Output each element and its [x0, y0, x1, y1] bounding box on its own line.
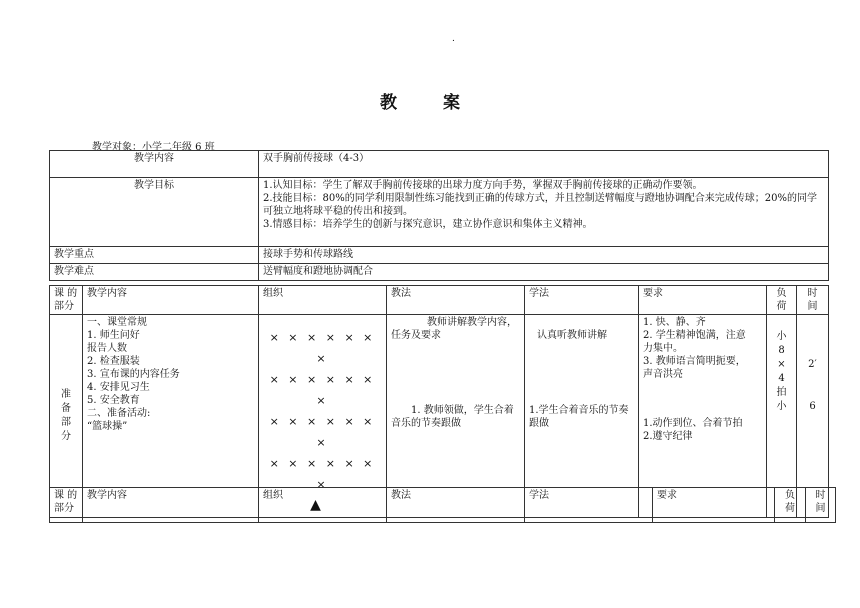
difficulty-row: [50, 264, 829, 281]
col-method: 教法: [387, 488, 525, 523]
goals-row: [50, 178, 829, 247]
goal-1: 1.认知目标：学生了解双手胸前传接球的出球力度方向手势，掌握双手胸前传接球的正确动作要领。: [263, 180, 703, 191]
goals-cell: [259, 178, 829, 247]
lesson-plan-table: [49, 285, 829, 518]
col-part: 课 的 部分: [50, 286, 83, 315]
student-row: × × × × × × ×: [269, 373, 376, 407]
student-row: × × × × × × ×: [269, 415, 376, 449]
content-label: 教学内容: [50, 151, 259, 178]
learn-text-1: 认真听教师讲解: [537, 330, 607, 341]
col-part: 课 的 部分: [50, 488, 83, 523]
col-content: 教学内容: [83, 488, 259, 523]
prep-time: 2′ 6: [797, 315, 829, 518]
teacher-marker-icon: ▲: [310, 497, 321, 513]
col-load: 负 荷: [767, 286, 797, 315]
content-value: 双手胸前传接球（4-3）: [259, 151, 829, 178]
col-content: 教学内容: [83, 286, 259, 315]
column-header-row: [50, 286, 829, 315]
lesson-plan-header-repeat: [49, 487, 836, 523]
col-organization: 组织: [259, 286, 387, 315]
key-label: 教学重点: [50, 247, 259, 264]
difficulty-label: 教学难点: [50, 264, 259, 281]
col-load: 负 荷: [775, 488, 806, 523]
learn-text-2: 1.学生合着音乐的节奏跟做: [529, 405, 629, 429]
column-header-row-2: [50, 488, 836, 523]
prep-load: 小 8 × 4 拍 小: [767, 315, 797, 518]
prep-part-label: 准 备 部 分: [50, 315, 83, 518]
col-learning: 学法: [525, 488, 653, 523]
goals-label: 教学目标: [50, 178, 259, 247]
col-time: 时 间: [806, 488, 836, 523]
col-requirements: 要求: [639, 286, 767, 315]
col-requirements: 要求: [653, 488, 775, 523]
content-row: [50, 151, 829, 178]
col-time: 时 间: [797, 286, 829, 315]
method-text-1: 教师讲解教学内容，任务及要求: [391, 317, 517, 341]
page-title: 教 案: [380, 93, 480, 113]
page-dot: .: [452, 34, 455, 44]
method-text-2: 1. 教师领做，学生合着音乐的节奏跟做: [391, 405, 514, 429]
key-value: 接球手势和传球路线: [259, 247, 829, 264]
difficulty-value: 送臂幅度和蹬地协调配合: [259, 264, 829, 281]
goal-3: 3.情感目标：培养学生的创新与探究意识，建立协作意识和集体主义精神。: [263, 219, 593, 230]
goal-2: 2.技能目标：80%的同学利用限制性练习能找到正确的传球方式，并且控制送臂幅度与蹬地协调配合来完成传球；20%的同学可独立地将球平稳的传出和接到。: [263, 193, 817, 217]
student-row: × × × × × × ×: [269, 331, 376, 365]
student-row: × × × × × × ×: [269, 457, 376, 491]
lesson-info-table: [49, 150, 829, 281]
col-organization: 组织: [259, 488, 387, 523]
col-method: 教法: [387, 286, 525, 315]
prep-requirements: 1. 快、静、齐 2. 学生精神饱满，注意 力集中。 3. 教师语言简明扼要， 声音洪亮 1.动作到位、合着节拍 2.遵守纪律: [639, 315, 767, 518]
teaching-subject: 教学对象：小学二年级 6 班: [92, 142, 215, 153]
prep-content: 一、课堂常规 1. 师生问好 报告人数 2. 检查服装 3. 宣布课的内容任务 4. 安排见习生 5. 安全教育 二、准备活动: “篮球操”: [83, 315, 259, 518]
key-row: [50, 247, 829, 264]
col-learning: 学法: [525, 286, 639, 315]
